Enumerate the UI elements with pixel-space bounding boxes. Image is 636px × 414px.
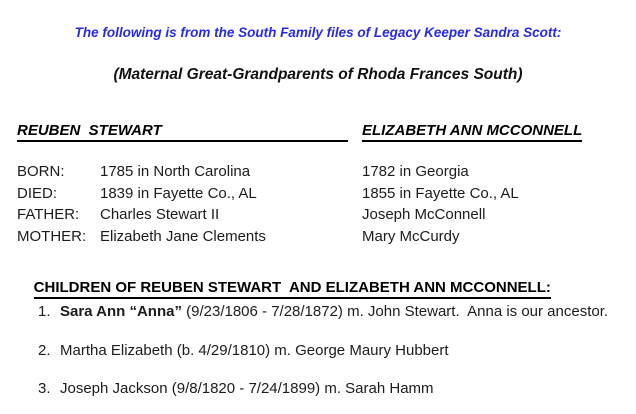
- wife-name-header: ELIZABETH ANN MCCONNELL: [362, 122, 582, 142]
- child-number: 3.: [38, 380, 51, 397]
- header-spacer: [348, 122, 362, 142]
- child-number: 1.: [38, 303, 51, 320]
- husband-born: 1785 in North Carolina: [100, 163, 251, 180]
- wife-died: 1855 in Fayette Co., AL: [362, 184, 519, 202]
- wife-born: 1782 in Georgia: [362, 163, 469, 180]
- couple-header-row: [17, 122, 619, 142]
- child-list-item: [38, 303, 608, 320]
- wife-father: Joseph McConnell: [362, 206, 486, 224]
- husband-died: 1839 in Fayette Co., AL: [100, 184, 257, 202]
- wife-mother: Mary McCurdy: [362, 228, 460, 246]
- husband-father: Charles Stewart II: [100, 206, 220, 224]
- child-details: Martha Elizabeth (b. 4/29/1810) m. George Maury Hubbert: [60, 342, 449, 359]
- child-text: [60, 342, 449, 359]
- document-subtitle: (Maternal Great-Grandparents of Rhoda Frances South): [113, 66, 523, 83]
- row-label-died: DIED:: [17, 184, 58, 202]
- child-details: Joseph Jackson (9/8/1820 - 7/24/1899) m. Sarah Hamm: [60, 380, 434, 397]
- child-list-item: [38, 380, 434, 397]
- husband-name-header: REUBEN STEWART: [17, 122, 348, 142]
- row-label-born: BORN:: [17, 163, 65, 180]
- child-name-bold: Sara Ann “Anna”: [60, 303, 182, 320]
- child-number: 2.: [38, 342, 51, 359]
- child-text: [60, 380, 434, 397]
- child-list-item: [38, 342, 449, 359]
- row-label-father: FATHER:: [17, 206, 80, 224]
- children-section-heading: CHILDREN OF REUBEN STEWART AND ELIZABETH ANN MCCONNELL:: [17, 262, 551, 313]
- row-label-mother: MOTHER:: [17, 228, 87, 246]
- child-text: [60, 303, 608, 320]
- child-details: (9/23/1806 - 7/28/1872) m. John Stewart. Anna is our ancestor.: [181, 303, 609, 320]
- intro-line: The following is from the South Family files of Legacy Keeper Sandra Scott:: [74, 25, 562, 40]
- vitals-table: [17, 161, 627, 248]
- husband-mother: Elizabeth Jane Clements: [100, 228, 266, 246]
